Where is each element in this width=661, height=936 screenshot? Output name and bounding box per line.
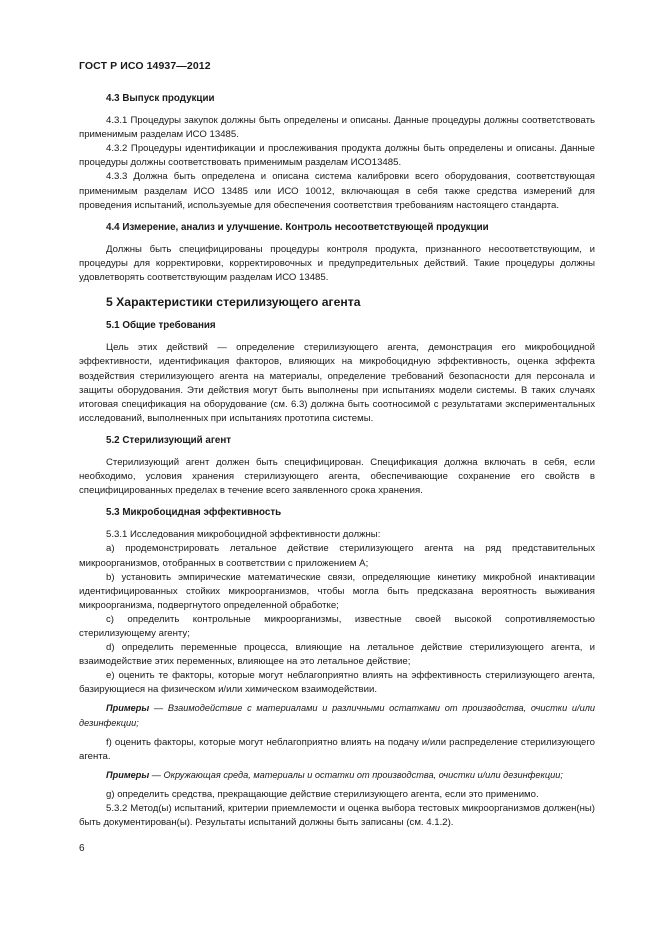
list-item-f: f) оценить факторы, которые могут неблагоприятно влиять на подачу и/или распределение стерилизующего агента. [79,736,595,762]
paragraph-4-3-1: 4.3.1 Процедуры закупок должны быть определены и описаны. Данные процедуры должны соответствовать применимым разделам ИСО 13485. [79,115,595,141]
example-note-1 [79,701,595,729]
section-4-3-heading: 4.3 Выпуск продукции [106,93,215,104]
section-5-heading: 5 Характеристики стерилизующего агента [106,295,361,310]
document-body [79,92,595,830]
paragraph-5-3-2: 5.3.2 Метод(ы) испытаний, критерии приемлемости и оценка выбора тестовых микроорганизмов должен(ны) быть документирован(ы). Результаты испытаний должны быть записаны (см. 4.1.2). [79,803,595,829]
section-5-1-heading: 5.1 Общие требования [106,320,216,332]
section-4-4-heading: 4.4 Измерение, анализ и улучшение. Контроль несоответствующей продукции [106,221,489,233]
page-number: 6 [79,843,85,854]
list-item-b: b) установить эмпирические математические связи, определяющие кинетику микробной инактивации идентифицированных стойких микроорганизмов, чтобы могла быть предсказана вероятность выживания микроорганизма, подвергнутого определенной обработке; [79,571,595,611]
paragraph-4-3-2: 4.3.2 Процедуры идентификации и прослеживания продукта должны быть определены и описаны. Данные процедуры должны соответствовать применимым разделам ИСО13485. [79,143,595,169]
list-item-d: d) определить переменные процесса, влияющие на летальное действие стерилизующего агента, и взаимодействие этих переменных, влияющее на это летальное действие; [79,642,595,668]
example-note-2 [79,768,595,782]
example-text: — Взаимодействие с материалами и различными остатками от производства, очистки и/или дезинфекции; [79,703,595,728]
list-item-e: e) оценить те факторы, которые могут неблагоприятно влиять на эффективность стерилизующего агента, базирующиеся на физическом и/или химическом взаимодействии. [79,670,595,696]
paragraph-5-2: Стерилизующий агент должен быть специфицирован. Спецификация должна включать в себя, если необходимо, условия хранения стерилизующего агента, обеспечивающие сохранение его свойств в специфицированных пределах в течение всего заявленного срока хранения. [79,456,595,497]
example-label: Примеры [106,703,150,714]
paragraph-4-3-3: 4.3.3 Должна быть определена и описана система калибровки всего оборудования, соответствующая применимым разделам ИСО 13485 или ИСО 10012, включающая в себя также средства измерений для проведения испытаний, используемые для обеспечения соответствия требованиям настоящего стандарта. [79,171,595,211]
example-label: Примеры [106,769,150,780]
list-item-g: g) определить средства, прекращающие действие стерилизующего агента, если это применимо. [106,788,539,800]
section-5-3-heading: 5.3 Микробоцидная эффективность [106,507,282,519]
section-5-2-heading: 5.2 Стерилизующий агент [106,434,232,446]
list-item-c: c) определить контрольные микроорганизмы, известные своей высокой сопротивляемостью стерилизующему агенту; [79,613,595,639]
document-header: ГОСТ Р ИСО 14937—2012 [79,60,211,72]
paragraph-5-1: Цель этих действий — определение стерилизующего агента, демонстрация его микробоцидной эффективности, идентификация факторов, влияющих на микробоцидную эффективность, оценка эффекта воздействия стерилизующего агента на материалы, определение требований безопасности для персонала и защиты оборудования. Эти действия могут быть выполнены при испытаниях модели системы. В таких случаях итоговая спецификация на оборудование (см. 6.3) должна быть соотносимой с результатами экспериментальных исследований, выполненных при испытаниях прототипа системы. [79,342,595,424]
paragraph-5-3-1: 5.3.1 Исследования микробоцидной эффективности должны: [106,529,381,541]
list-item-a: a) продемонстрировать летальное действие стерилизующего агента на ряд представительных микроорганизмов, отобранных в соответствии с приложением А; [79,543,595,569]
example-text: — Окружающая среда, материалы и остатки от производства, очистки и/или дезинфекции; [149,769,563,780]
paragraph-4-4: Должны быть специфицированы процедуры контроля продукта, признанного несоответствующим, и процедуры для корректировки, корректировочных и предупредительных действий. Такие процедуры должны удовлетворять соответствующим разделам ИСО 13485. [79,243,595,284]
